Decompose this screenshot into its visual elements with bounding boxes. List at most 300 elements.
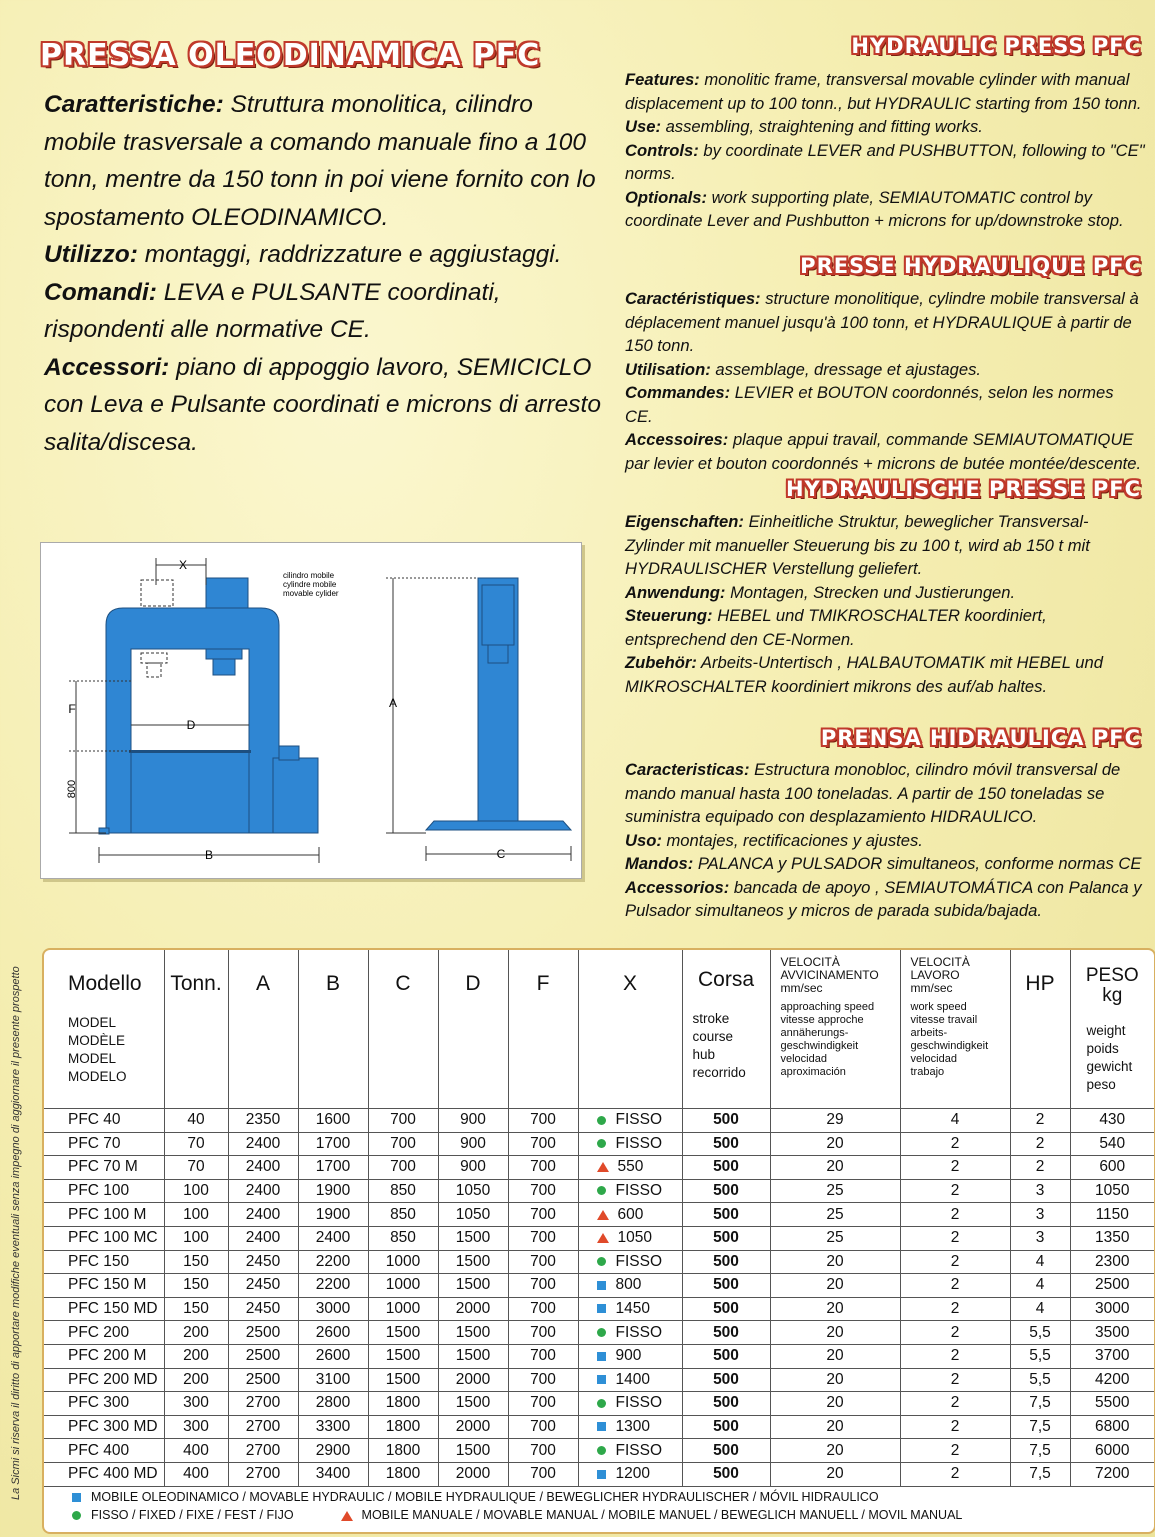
cylinder-note-2: cylindre mobile [283, 580, 337, 589]
cell-c: 1500 [368, 1368, 438, 1392]
cell-work: 2 [900, 1179, 1010, 1203]
cell-b: 1900 [298, 1203, 368, 1227]
table-row [44, 1156, 1154, 1180]
cell-c: 700 [368, 1132, 438, 1156]
cell-x: 550 [578, 1156, 682, 1180]
german-item-text: Arbeits-Untertisch , HALBAUTOMATIK mit HEBEL und MIKROSCHALTER koordiniert mikrons des auf/ab haltes. [625, 653, 1103, 696]
dim-c-label: C [496, 847, 506, 861]
cell-work: 2 [900, 1368, 1010, 1392]
cell-b: 2600 [298, 1321, 368, 1345]
cell-stroke: 500 [682, 1203, 770, 1227]
table-row [44, 1179, 1154, 1203]
table-header-row [44, 950, 1154, 1109]
cell-f: 700 [508, 1203, 578, 1227]
cell-d: 2000 [438, 1368, 508, 1392]
col-x: X [578, 950, 682, 1109]
cell-stroke: 500 [682, 1179, 770, 1203]
cell-d: 2000 [438, 1297, 508, 1321]
cell-a: 2450 [228, 1297, 298, 1321]
cell-c: 1500 [368, 1321, 438, 1345]
spanish-item-text: montajes, rectificaciones y ajustes. [661, 830, 923, 850]
cell-d: 1500 [438, 1344, 508, 1368]
cell-x: 1050 [578, 1226, 682, 1250]
cell-weight: 3000 [1070, 1297, 1154, 1321]
cell-work: 2 [900, 1274, 1010, 1298]
cell-tonn: 400 [164, 1439, 228, 1463]
cell-approach: 20 [770, 1297, 900, 1321]
italian-item-text: piano di appoggio lavoro, SEMICICLO con Leva e Pulsante coordinati e microns di arresto salita/discesa. [44, 353, 601, 456]
cell-d: 1500 [438, 1274, 508, 1298]
dim-800-label: 800 [66, 779, 78, 799]
cell-stroke: 500 [682, 1250, 770, 1274]
square-marker-icon [72, 1493, 81, 1502]
cell-model: PFC 300 [44, 1392, 164, 1416]
cell-c: 850 [368, 1203, 438, 1227]
cell-c: 1800 [368, 1439, 438, 1463]
table-row [44, 1439, 1154, 1463]
cell-b: 2200 [298, 1250, 368, 1274]
side-view [386, 578, 571, 861]
cell-weight: 1150 [1070, 1203, 1154, 1227]
cell-stroke: 500 [682, 1462, 770, 1486]
german-item-label: Anwendung: [625, 582, 726, 602]
cell-tonn: 100 [164, 1226, 228, 1250]
spanish-item [625, 854, 1141, 873]
english-item-label: Use: [625, 117, 661, 136]
cell-hp: 2 [1010, 1156, 1070, 1180]
press-bed [131, 751, 249, 833]
cell-f: 700 [508, 1439, 578, 1463]
english-item [625, 141, 1145, 184]
cell-weight: 7200 [1070, 1462, 1154, 1486]
cell-c: 1000 [368, 1250, 438, 1274]
cell-stroke: 500 [682, 1226, 770, 1250]
french-item-text: LEVIER et BOUTON coordonnés, selon les normes CE. [625, 383, 1114, 426]
cell-tonn: 200 [164, 1321, 228, 1345]
cell-x: FISSO [578, 1439, 682, 1463]
cell-weight: 1050 [1070, 1179, 1154, 1203]
spec-table-panel [42, 948, 1155, 1534]
col-hp: HP [1010, 950, 1070, 1109]
cell-weight: 2300 [1070, 1250, 1154, 1274]
italian-item [44, 241, 561, 268]
cell-approach: 25 [770, 1226, 900, 1250]
square-marker-icon [597, 1304, 606, 1313]
cell-f: 700 [508, 1462, 578, 1486]
cell-weight: 430 [1070, 1109, 1154, 1133]
cell-x: FISSO [578, 1392, 682, 1416]
cell-a: 2500 [228, 1321, 298, 1345]
cell-x: FISSO [578, 1250, 682, 1274]
cell-a: 2700 [228, 1415, 298, 1439]
spanish-item [625, 878, 1142, 921]
col-approach-speed: VELOCITÀ AVVICINAMENTO mm/sec approaching speed vitesse approche annäherungs- geschwindigkeit velocidad aproximación [770, 950, 900, 1109]
table-row [44, 1274, 1154, 1298]
cell-a: 2400 [228, 1226, 298, 1250]
cell-a: 2400 [228, 1156, 298, 1180]
cell-c: 700 [368, 1156, 438, 1180]
french-item-label: Utilisation: [625, 359, 711, 379]
cell-hp: 7,5 [1010, 1462, 1070, 1486]
cell-weight: 600 [1070, 1156, 1154, 1180]
cell-tonn: 300 [164, 1415, 228, 1439]
table-legend [72, 1488, 962, 1524]
spanish-description [625, 758, 1145, 923]
italian-item-label: Accessori: [44, 353, 170, 381]
cell-a: 2450 [228, 1250, 298, 1274]
dot-marker-icon [597, 1139, 606, 1148]
cell-approach: 25 [770, 1203, 900, 1227]
cell-stroke: 500 [682, 1156, 770, 1180]
cell-approach: 20 [770, 1392, 900, 1416]
cell-a: 2400 [228, 1132, 298, 1156]
square-marker-icon [597, 1375, 606, 1384]
cell-f: 700 [508, 1344, 578, 1368]
cell-b: 3400 [298, 1462, 368, 1486]
cell-c: 1800 [368, 1415, 438, 1439]
cylinder-note-3: movable cylider [283, 589, 339, 598]
spanish-item-text: bancada de apoyo , SEMIAUTOMÁTICA con Palanca y Pulsador simultaneos y micros de parada subida/bajada. [625, 877, 1142, 920]
col-d: D [438, 950, 508, 1109]
cell-model: PFC 300 MD [44, 1415, 164, 1439]
german-item [625, 653, 1103, 696]
col-work-speed: VELOCITÀ LAVORO mm/sec work speed vitesse travail arbeits- geschwindigkeit velocidad trabajo [900, 950, 1010, 1109]
spanish-title: PRENSA HIDRAULICA PFC [820, 726, 1141, 750]
english-item-label: Features: [625, 70, 700, 89]
cell-a: 2700 [228, 1392, 298, 1416]
cell-a: 2700 [228, 1439, 298, 1463]
cell-a: 2400 [228, 1179, 298, 1203]
cell-f: 700 [508, 1321, 578, 1345]
english-description [625, 68, 1145, 233]
cell-weight: 2500 [1070, 1274, 1154, 1298]
cell-work: 2 [900, 1462, 1010, 1486]
square-marker-icon [597, 1470, 606, 1479]
cell-f: 700 [508, 1250, 578, 1274]
legend-hydraulic: MOBILE OLEODINAMICO / MOVABLE HYDRAULIC / MOBILE HYDRAULIQUE / BEWEGLICHER HYDRAULISCHER / MÓVIL HIDRAULICO [72, 1488, 962, 1506]
german-item-label: Steuerung: [625, 606, 713, 625]
cell-approach: 29 [770, 1109, 900, 1133]
english-title: HYDRAULIC PRESS PFC [851, 34, 1141, 58]
cell-d: 900 [438, 1156, 508, 1180]
spanish-item-label: Mandos: [625, 854, 694, 873]
english-item-text: monolitic frame, transversal movable cylinder with manual displacement up to 100 tonn., but HYDRAULIC starting from 150 tonn. [625, 70, 1142, 113]
cell-d: 2000 [438, 1462, 508, 1486]
spanish-item [625, 760, 1120, 826]
cell-x: FISSO [578, 1321, 682, 1345]
table-row [44, 1203, 1154, 1227]
spanish-item-text: Estructura monobloc, cilindro móvil transversal de mando manual hasta 100 toneladas. A partir de 150 toneladas se suministra equipado con desplazamiento HIDRAULICO. [625, 760, 1121, 826]
cell-f: 700 [508, 1392, 578, 1416]
table-row [44, 1250, 1154, 1274]
cell-d: 900 [438, 1132, 508, 1156]
cell-model: PFC 150 MD [44, 1297, 164, 1321]
german-description [625, 510, 1145, 698]
french-item-label: Accessoires: [625, 430, 729, 449]
cell-model: PFC 200 MD [44, 1368, 164, 1392]
cell-model: PFC 100 MC [44, 1226, 164, 1250]
french-item-text: assemblage, dressage et ajustages. [710, 359, 982, 379]
cell-b: 2200 [298, 1274, 368, 1298]
cell-hp: 5,5 [1010, 1321, 1070, 1345]
cell-weight: 1350 [1070, 1226, 1154, 1250]
cell-a: 2500 [228, 1368, 298, 1392]
side-disclaimer: La Sicmi si riserva il diritto di apportare modifiche eventuali senza impegno di aggiornare il presente prospetto [10, 966, 22, 1500]
cell-d: 1500 [438, 1321, 508, 1345]
cell-work: 2 [900, 1226, 1010, 1250]
cell-x: 600 [578, 1203, 682, 1227]
cell-model: PFC 150 [44, 1250, 164, 1274]
cell-d: 2000 [438, 1415, 508, 1439]
cell-x: 1300 [578, 1415, 682, 1439]
french-item-label: Commandes: [625, 383, 731, 402]
cell-stroke: 500 [682, 1274, 770, 1298]
english-item-text: work supporting plate, SEMIAUTOMATIC control by coordinate Lever and Pushbutton + microns for up/downstroke stop. [625, 187, 1124, 230]
col-weight: PESO kg weight poids gewicht peso [1070, 950, 1154, 1109]
triangle-marker-icon [597, 1210, 609, 1220]
dim-a-label: A [388, 696, 398, 710]
italian-item-text: montaggi, raddrizzature e aggiustaggi. [137, 241, 562, 268]
cell-c: 1800 [368, 1392, 438, 1416]
cell-work: 4 [900, 1109, 1010, 1133]
french-title: PRESSE HYDRAULIQUE PFC [800, 254, 1141, 278]
cell-x: 1450 [578, 1297, 682, 1321]
cell-work: 2 [900, 1344, 1010, 1368]
square-marker-icon [597, 1281, 606, 1290]
table-row [44, 1415, 1154, 1439]
spec-table [44, 950, 1154, 1487]
cell-stroke: 500 [682, 1415, 770, 1439]
spanish-item-label: Caracteristicas: [625, 760, 750, 779]
cell-a: 2700 [228, 1462, 298, 1486]
cell-c: 700 [368, 1109, 438, 1133]
legend-fixed-manual: FISSO / FIXED / FIXE / FEST / FIJO MOBILE MANUALE / MOVABLE MANUAL / MOBILE MANUEL / BEWEGLICH MANUELL / MOVIL MANUAL [72, 1506, 962, 1524]
cell-approach: 20 [770, 1156, 900, 1180]
cell-b: 2800 [298, 1392, 368, 1416]
cell-b: 1600 [298, 1109, 368, 1133]
cell-d: 900 [438, 1109, 508, 1133]
english-item [625, 117, 983, 136]
cell-hp: 3 [1010, 1179, 1070, 1203]
cell-hp: 7,5 [1010, 1392, 1070, 1416]
cell-b: 3100 [298, 1368, 368, 1392]
italian-description [44, 86, 604, 461]
cell-hp: 4 [1010, 1250, 1070, 1274]
press-diagram [40, 542, 582, 879]
cell-f: 700 [508, 1156, 578, 1180]
cell-approach: 25 [770, 1179, 900, 1203]
cell-tonn: 400 [164, 1462, 228, 1486]
cell-model: PFC 100 [44, 1179, 164, 1203]
cell-f: 700 [508, 1226, 578, 1250]
cell-tonn: 70 [164, 1132, 228, 1156]
cell-c: 1500 [368, 1344, 438, 1368]
cell-weight: 5500 [1070, 1392, 1154, 1416]
table-row [44, 1344, 1154, 1368]
french-item [625, 360, 981, 379]
cell-stroke: 500 [682, 1368, 770, 1392]
cell-approach: 20 [770, 1439, 900, 1463]
cell-hp: 4 [1010, 1297, 1070, 1321]
italian-item-label: Comandi: [44, 278, 157, 306]
cell-f: 700 [508, 1274, 578, 1298]
cell-model: PFC 200 [44, 1321, 164, 1345]
cell-weight: 4200 [1070, 1368, 1154, 1392]
cell-weight: 540 [1070, 1132, 1154, 1156]
cell-d: 1050 [438, 1179, 508, 1203]
cell-x: FISSO [578, 1109, 682, 1133]
cell-weight: 6800 [1070, 1415, 1154, 1439]
cell-f: 700 [508, 1179, 578, 1203]
cell-weight: 3700 [1070, 1344, 1154, 1368]
cell-f: 700 [508, 1109, 578, 1133]
dim-b-label: B [204, 848, 214, 862]
english-item-label: Optionals: [625, 187, 708, 207]
english-item-text: assembling, straightening and fitting works. [660, 117, 983, 136]
cell-b: 2600 [298, 1344, 368, 1368]
cell-tonn: 150 [164, 1250, 228, 1274]
cell-d: 1500 [438, 1226, 508, 1250]
cell-c: 1000 [368, 1274, 438, 1298]
cell-hp: 3 [1010, 1226, 1070, 1250]
italian-item-label: Caratteristiche: [44, 91, 224, 118]
col-b: B [298, 950, 368, 1109]
cell-stroke: 500 [682, 1344, 770, 1368]
motor-unit [273, 758, 318, 833]
dim-d-label: D [186, 718, 196, 732]
cell-c: 1800 [368, 1462, 438, 1486]
dot-marker-icon [597, 1186, 606, 1195]
french-item [625, 383, 1114, 426]
cell-weight: 6000 [1070, 1439, 1154, 1463]
dot-marker-icon [597, 1446, 606, 1455]
table-row [44, 1321, 1154, 1345]
cell-d: 1050 [438, 1203, 508, 1227]
cell-c: 850 [368, 1179, 438, 1203]
cell-a: 2450 [228, 1274, 298, 1298]
cell-hp: 2 [1010, 1109, 1070, 1133]
cell-tonn: 200 [164, 1344, 228, 1368]
square-marker-icon [597, 1422, 606, 1431]
dim-f-label: F [68, 702, 76, 716]
cell-a: 2350 [228, 1109, 298, 1133]
cell-model: PFC 70 M [44, 1156, 164, 1180]
spanish-item-text: PALANCA y PULSADOR simultaneos, conforme normas CE [693, 854, 1142, 873]
cell-approach: 20 [770, 1250, 900, 1274]
cell-x: 1200 [578, 1462, 682, 1486]
cell-work: 2 [900, 1321, 1010, 1345]
dot-marker-icon [597, 1328, 606, 1337]
cell-f: 700 [508, 1368, 578, 1392]
italian-item-label: Utilizzo: [44, 241, 138, 268]
dot-marker-icon [72, 1511, 81, 1520]
cell-tonn: 150 [164, 1297, 228, 1321]
cell-tonn: 100 [164, 1203, 228, 1227]
cell-tonn: 70 [164, 1156, 228, 1180]
cell-f: 700 [508, 1132, 578, 1156]
cell-a: 2400 [228, 1203, 298, 1227]
german-item-text: Montagen, Strecken und Justierungen. [725, 582, 1016, 602]
cell-x: 1400 [578, 1368, 682, 1392]
dot-marker-icon [597, 1399, 606, 1408]
italian-item [44, 91, 596, 231]
french-item [625, 289, 1139, 355]
italian-item-text: Struttura monolitica, cilindro mobile trasversale a comando manuale fino a 100 tonn, mentre da 150 tonn in poi viene fornito con lo spostamento OLEODINAMICO. [44, 91, 596, 231]
cell-model: PFC 100 M [44, 1203, 164, 1227]
col-f: F [508, 950, 578, 1109]
english-item-text: by coordinate LEVER and PUSHBUTTON, following to "CE" norms. [625, 140, 1145, 183]
cell-tonn: 200 [164, 1368, 228, 1392]
cell-tonn: 300 [164, 1392, 228, 1416]
cell-b: 1900 [298, 1179, 368, 1203]
triangle-marker-icon [597, 1233, 609, 1243]
cell-b: 2400 [298, 1226, 368, 1250]
cell-d: 1500 [438, 1250, 508, 1274]
cell-work: 2 [900, 1132, 1010, 1156]
table-row [44, 1109, 1154, 1133]
cell-model: PFC 70 [44, 1132, 164, 1156]
cell-hp: 5,5 [1010, 1344, 1070, 1368]
cell-weight: 3500 [1070, 1321, 1154, 1345]
cell-work: 2 [900, 1297, 1010, 1321]
french-item-text: structure monolitique, cylindre mobile transversal à déplacement manuel jusqu'à 100 tonn, et HYDRAULIQUE à partir de 150 tonn. [625, 289, 1139, 355]
cell-work: 2 [900, 1250, 1010, 1274]
italian-item [44, 354, 601, 456]
col-tonn: Tonn. [164, 950, 228, 1109]
french-item-text: plaque appui travail, commande SEMIAUTOMATIQUE par levier et bouton coordonnés + microns de butée montée/descente. [625, 430, 1142, 473]
cylinder-top [206, 578, 248, 608]
cell-hp: 2 [1010, 1132, 1070, 1156]
cell-stroke: 500 [682, 1297, 770, 1321]
cell-stroke: 500 [682, 1439, 770, 1463]
german-item-label: Eigenschaften: [625, 512, 744, 531]
cell-hp: 3 [1010, 1203, 1070, 1227]
cell-work: 2 [900, 1156, 1010, 1180]
table-row [44, 1297, 1154, 1321]
table-row [44, 1132, 1154, 1156]
german-title: HYDRAULISCHE PRESSE PFC [785, 477, 1141, 501]
german-item-text: HEBEL und TMIKROSCHALTER koordiniert, entsprechend den CE-Normen. [625, 606, 1047, 649]
german-item [625, 512, 1090, 578]
cell-tonn: 150 [164, 1274, 228, 1298]
cylinder-note-1: cilindro mobile [283, 571, 335, 580]
cell-approach: 20 [770, 1368, 900, 1392]
col-model: Modello MODEL MODÈLE MODEL MODELO [44, 950, 164, 1109]
english-item [625, 188, 1124, 231]
dot-marker-icon [597, 1116, 606, 1125]
cell-x: FISSO [578, 1132, 682, 1156]
english-item [625, 70, 1142, 113]
col-stroke: Corsa stroke course hub recorrido [682, 950, 770, 1109]
table-row [44, 1226, 1154, 1250]
square-marker-icon [597, 1352, 606, 1361]
cell-approach: 20 [770, 1344, 900, 1368]
cell-tonn: 40 [164, 1109, 228, 1133]
table-row [44, 1392, 1154, 1416]
cell-stroke: 500 [682, 1109, 770, 1133]
table-row [44, 1462, 1154, 1486]
cell-x: FISSO [578, 1179, 682, 1203]
cell-model: PFC 400 [44, 1439, 164, 1463]
cell-hp: 7,5 [1010, 1439, 1070, 1463]
german-item-text: Einheitliche Struktur, beweglicher Transversal-Zylinder mit manueller Steuerung bis zu 100 t, wird ab 150 t mit HYDRAULISCHER Verstellung geliefert. [625, 512, 1090, 578]
english-item-label: Controls: [625, 140, 699, 160]
dim-x-label: X [178, 558, 188, 572]
cell-approach: 20 [770, 1415, 900, 1439]
dot-marker-icon [597, 1257, 606, 1266]
cell-d: 1500 [438, 1392, 508, 1416]
cell-work: 2 [900, 1439, 1010, 1463]
